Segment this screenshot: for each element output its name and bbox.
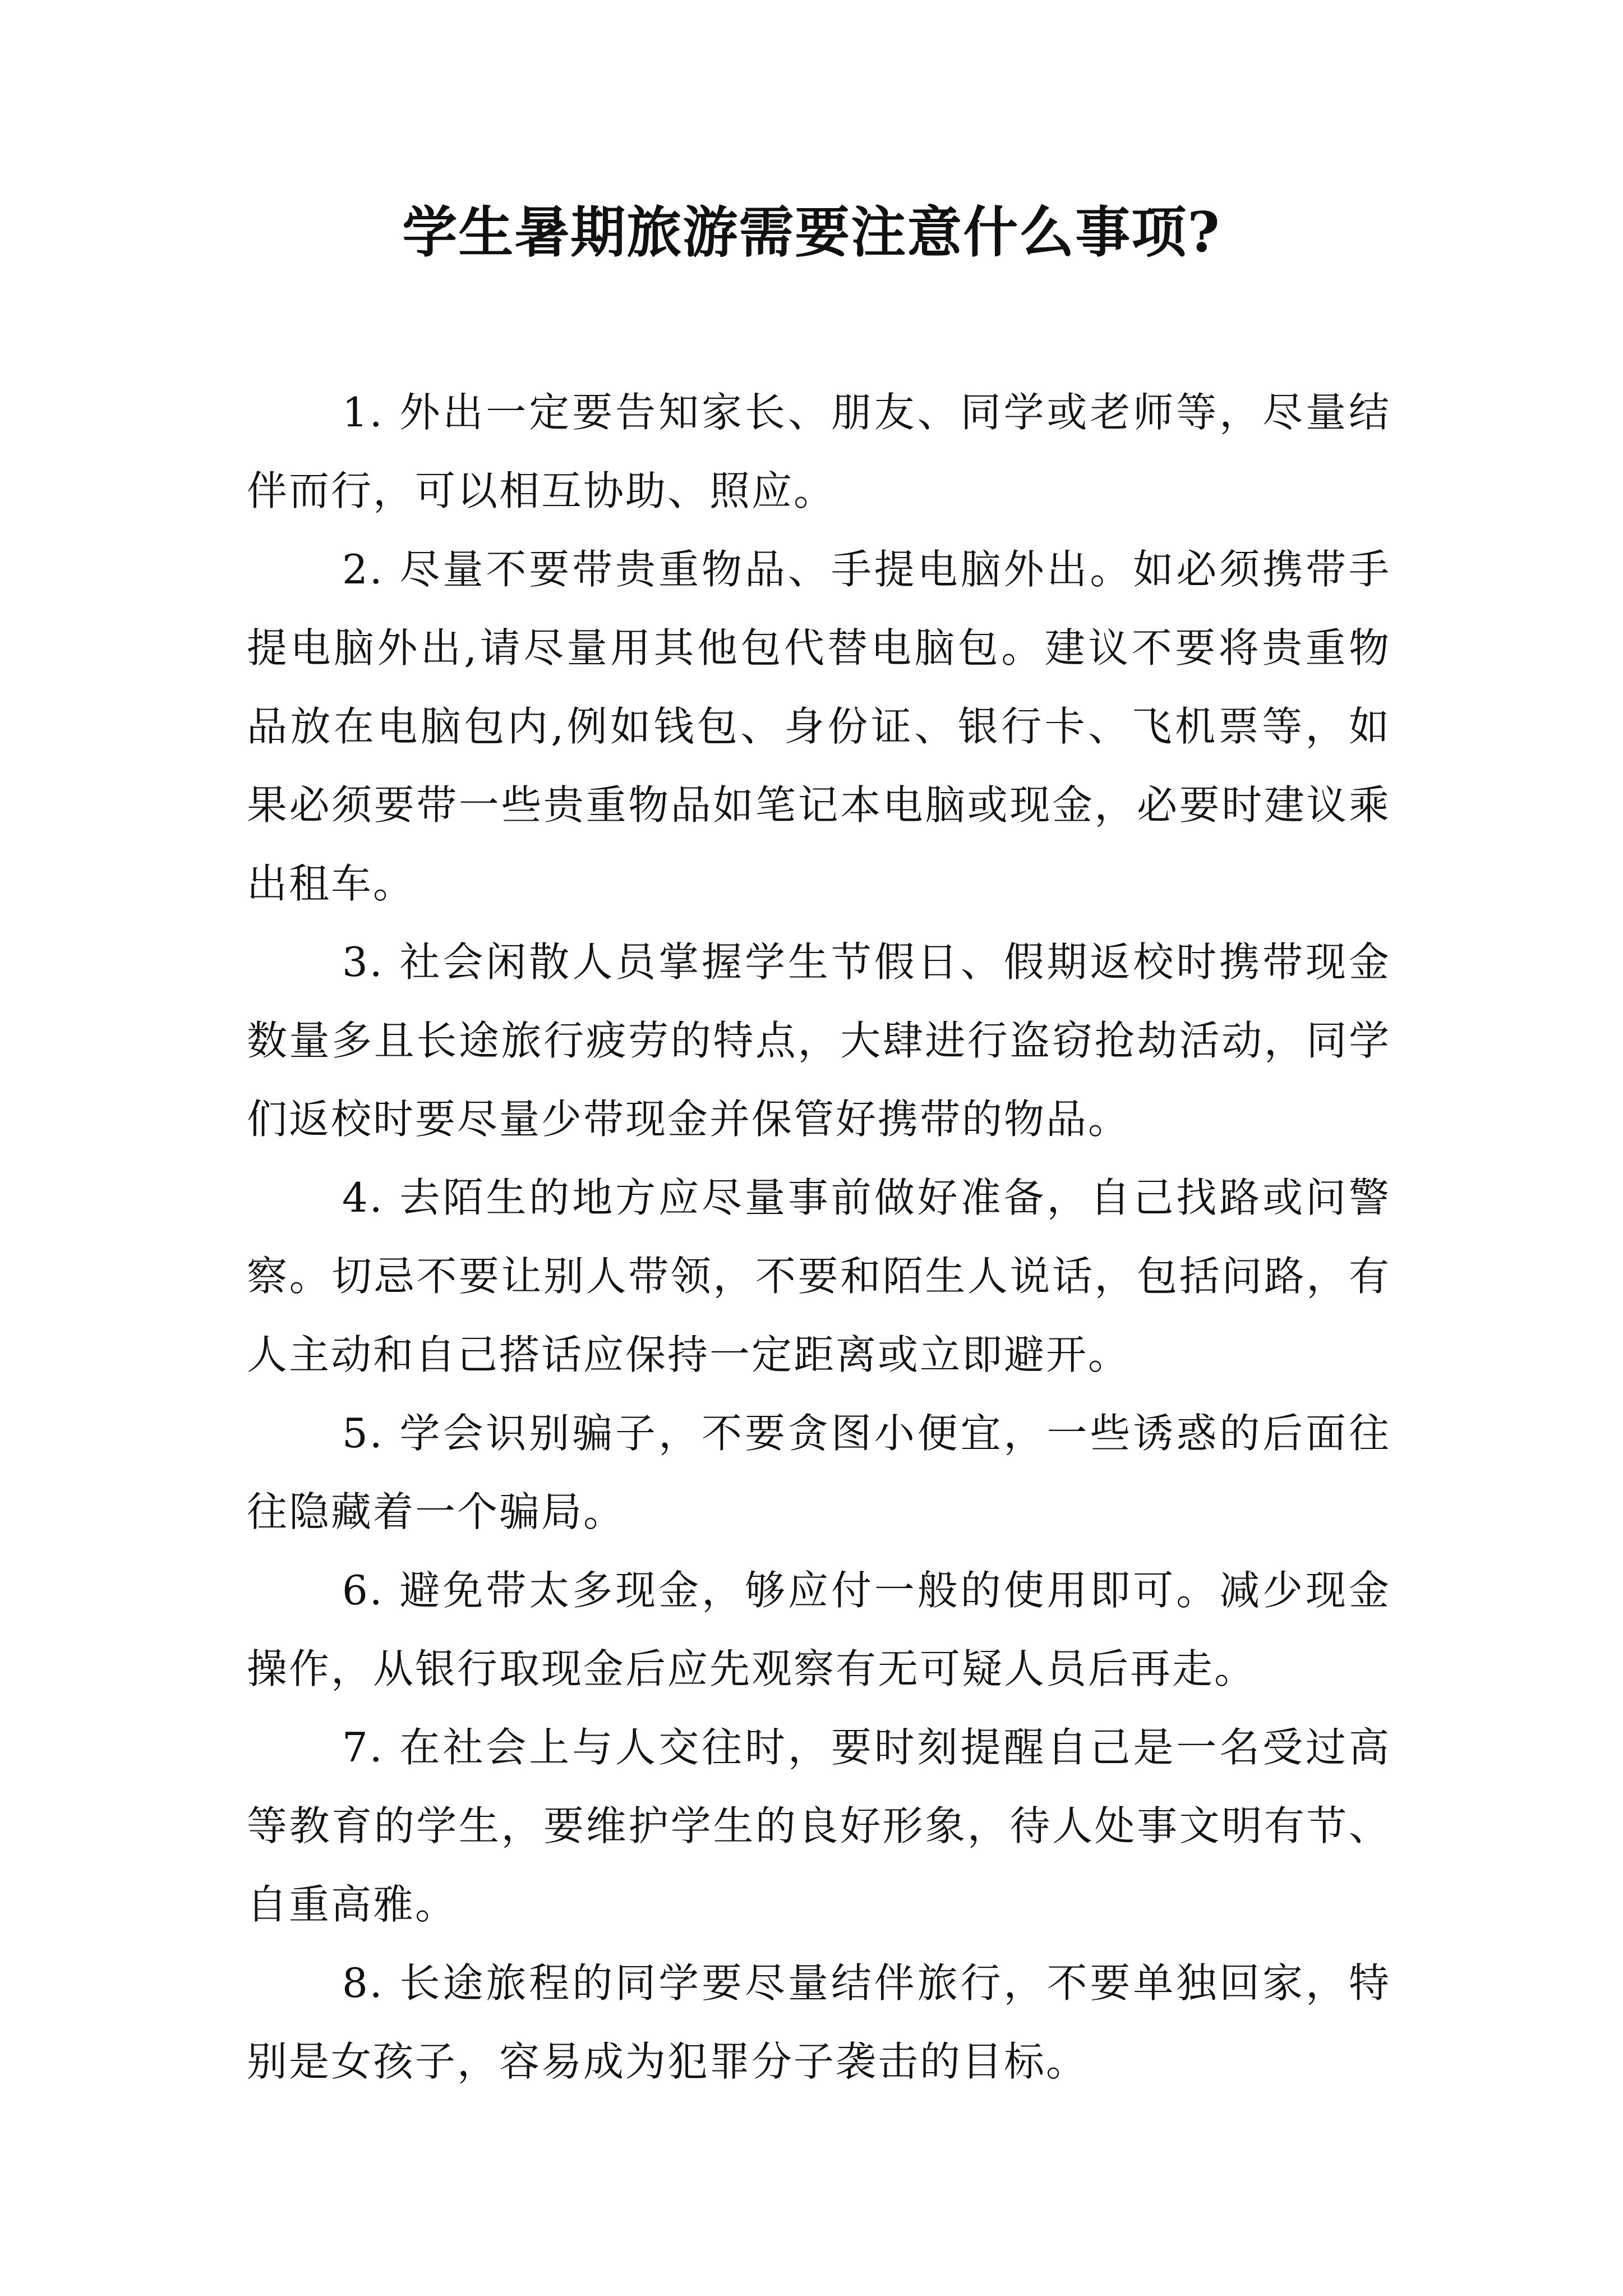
paragraph-3: 3. 社会闲散人员掌握学生节假日、假期返校时携带现金数量多且长途旅行疲劳的特点，大肆进行盗窃抢劫活动，同学们返校时要尽量少带现金并保管好携带的物品。 xyxy=(247,938,1391,1143)
paragraph-1: 1. 外出一定要告知家长、朋友、同学或老师等，尽量结伴而行，可以相互协助、照应。 xyxy=(247,389,1391,514)
document-body xyxy=(247,373,1391,2101)
paragraph-6: 6. 避免带太多现金，够应付一般的使用即可。减少现金操作，从银行取现金后应先观察有无可疑人员后再走。 xyxy=(247,1567,1391,1692)
paragraph-7: 7. 在社会上与人交往时，要时刻提醒自己是一名受过高等教育的学生，要维护学生的良好形象，待人处事文明有节、自重高雅。 xyxy=(247,1724,1391,1928)
document-title: 学生暑期旅游需要注意什么事项? xyxy=(402,200,1221,265)
paragraph-4: 4. 去陌生的地方应尽量事前做好准备，自己找路或问警察。切忌不要让别人带领，不要和陌生人说话，包括问路，有人主动和自己搭话应保持一定距离或立即避开。 xyxy=(247,1174,1391,1378)
paragraph-2: 2. 尽量不要带贵重物品、手提电脑外出。如必须携带手提电脑外出,请尽量用其他包代替电脑包。建议不要将贵重物品放在电脑包内,例如钱包、身份证、银行卡、飞机票等，如果必须要带一些贵重物品如笔记本电脑或现金，必要时建议乘出租车。 xyxy=(247,546,1391,907)
paragraph-8: 8. 长途旅程的同学要尽量结伴旅行，不要单独回家，特别是女孩子，容易成为犯罪分子袭击的目标。 xyxy=(247,1959,1391,2085)
paragraph-5: 5. 学会识别骗子，不要贪图小便宜，一些诱惑的后面往往隐藏着一个骗局。 xyxy=(247,1410,1391,1535)
